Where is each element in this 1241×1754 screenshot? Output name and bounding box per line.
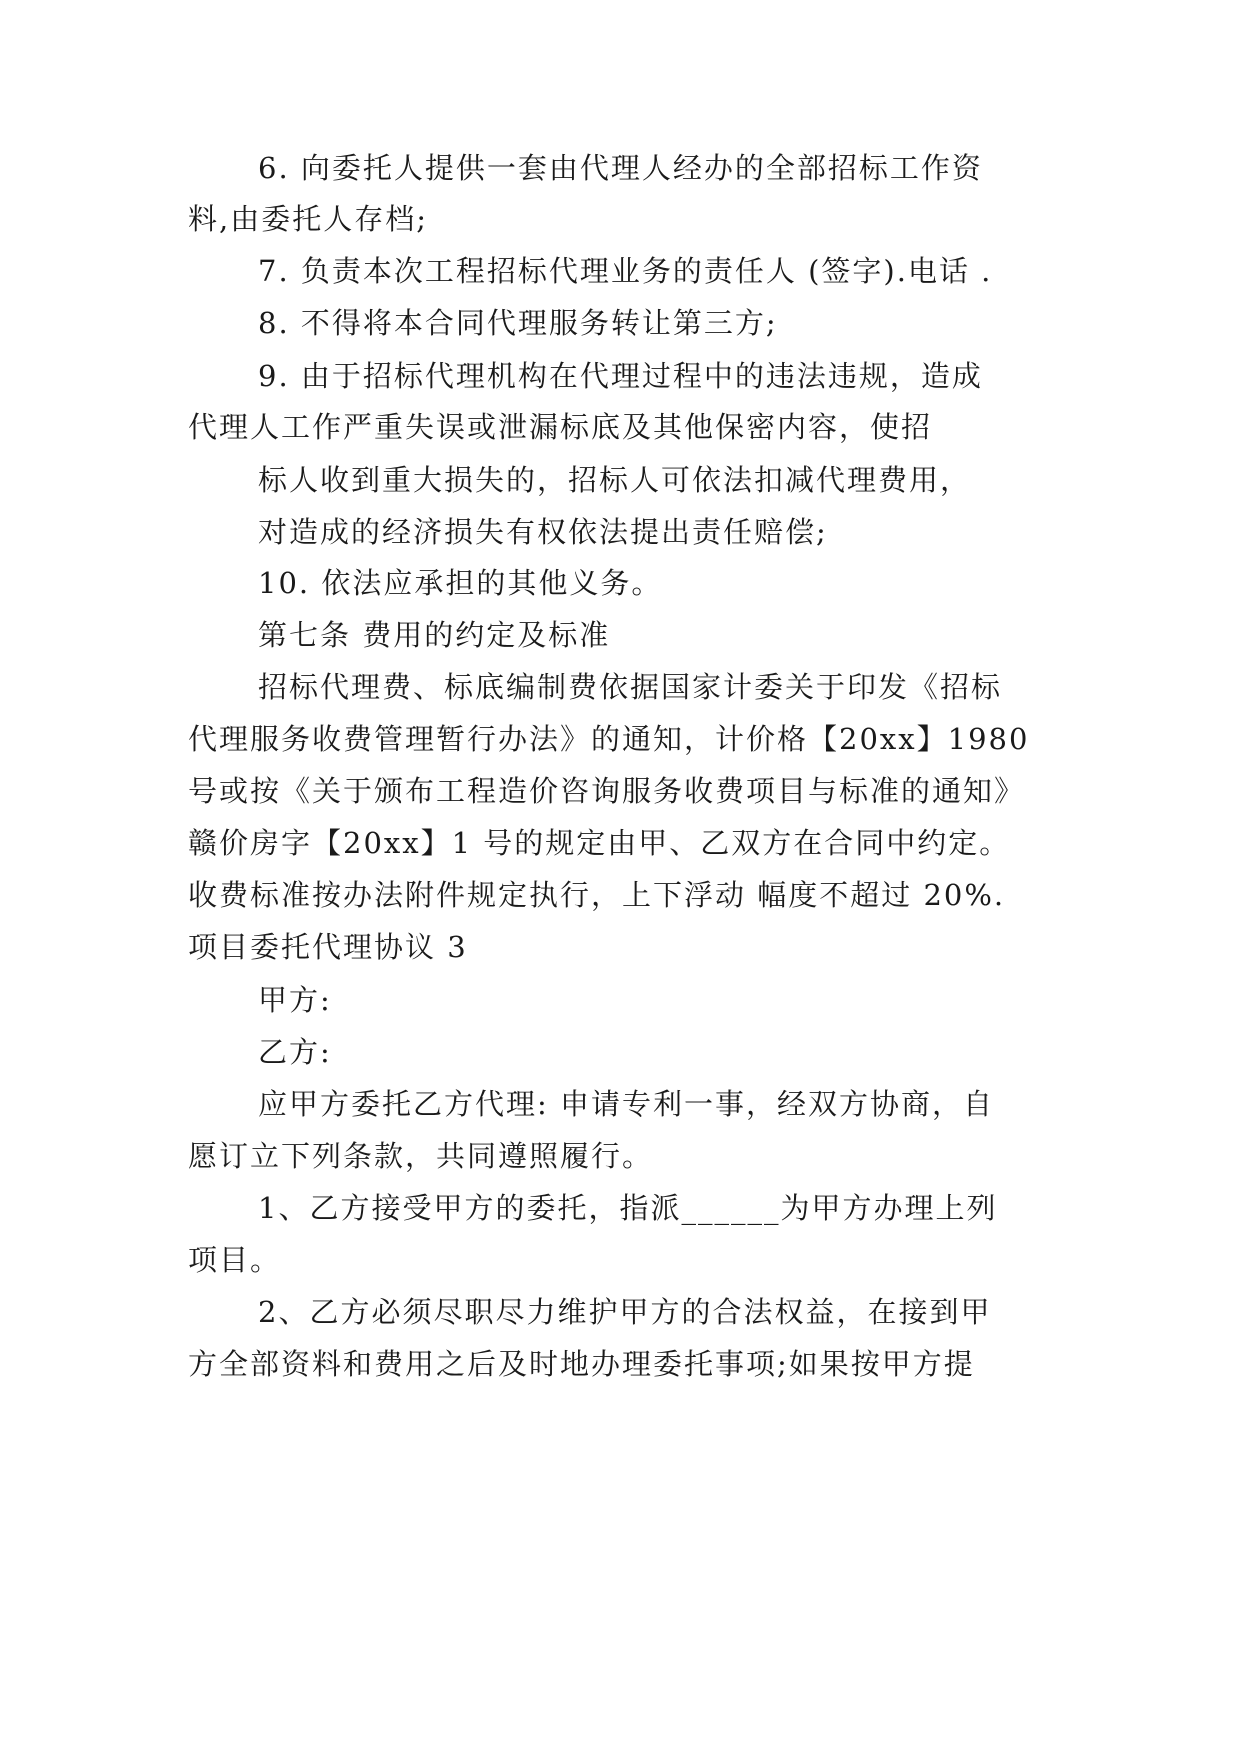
text-line: 代理人工作严重失误或泄漏标底及其他保密内容，使招: [188, 410, 933, 444]
text-line: 收费标准按办法附件规定执行，上下浮动 幅度不超过 20%.: [188, 878, 1006, 912]
document-title: 项目委托代理协议 3: [188, 930, 468, 964]
section-heading: 第七条 费用的约定及标准: [258, 618, 611, 652]
text-line: 对造成的经济损失有权依法提出责任赔偿;: [258, 515, 828, 549]
text-line: 8. 不得将本合同代理服务转让第三方;: [258, 306, 778, 340]
text-line: 方全部资料和费用之后及时地办理委托事项;如果按甲方提: [188, 1347, 975, 1381]
text-line: 标人收到重大损失的，招标人可依法扣减代理费用，: [258, 463, 972, 497]
text-line: 应甲方委托乙方代理: 申请专利一事，经双方协商，自: [258, 1087, 994, 1121]
text-line: 号或按《关于颁布工程造价咨询服务收费项目与标准的通知》: [188, 774, 1026, 808]
text-line: 1、乙方接受甲方的委托，指派______为甲方办理上列: [258, 1191, 998, 1225]
text-line: 10. 依法应承担的其他义务。: [258, 566, 663, 600]
party-a-label: 甲方:: [258, 983, 332, 1017]
text-line: 7. 负责本次工程招标代理业务的责任人 (签字).电话 .: [258, 254, 993, 288]
text-line: 2、乙方必须尽职尽力维护甲方的合法权益，在接到甲: [258, 1295, 992, 1329]
text-line: 赣价房字【20xx】1 号的规定由甲、乙双方在合同中约定。: [188, 826, 1011, 860]
text-line: 项目。: [188, 1243, 282, 1277]
text-line: 代理服务收费管理暂行办法》的通知，计价格【20xx】1980: [188, 722, 1030, 756]
text-line: 愿订立下列条款，共同遵照履行。: [188, 1139, 654, 1173]
text-line: 9. 由于招标代理机构在代理过程中的违法违规，造成: [258, 359, 983, 393]
text-line: 招标代理费、标底编制费依据国家计委关于印发《招标: [258, 670, 1003, 704]
party-b-label: 乙方:: [258, 1035, 332, 1069]
text-line: 料,由委托人存档;: [188, 202, 428, 236]
text-line: 6. 向委托人提供一套由代理人经办的全部招标工作资: [258, 151, 983, 185]
